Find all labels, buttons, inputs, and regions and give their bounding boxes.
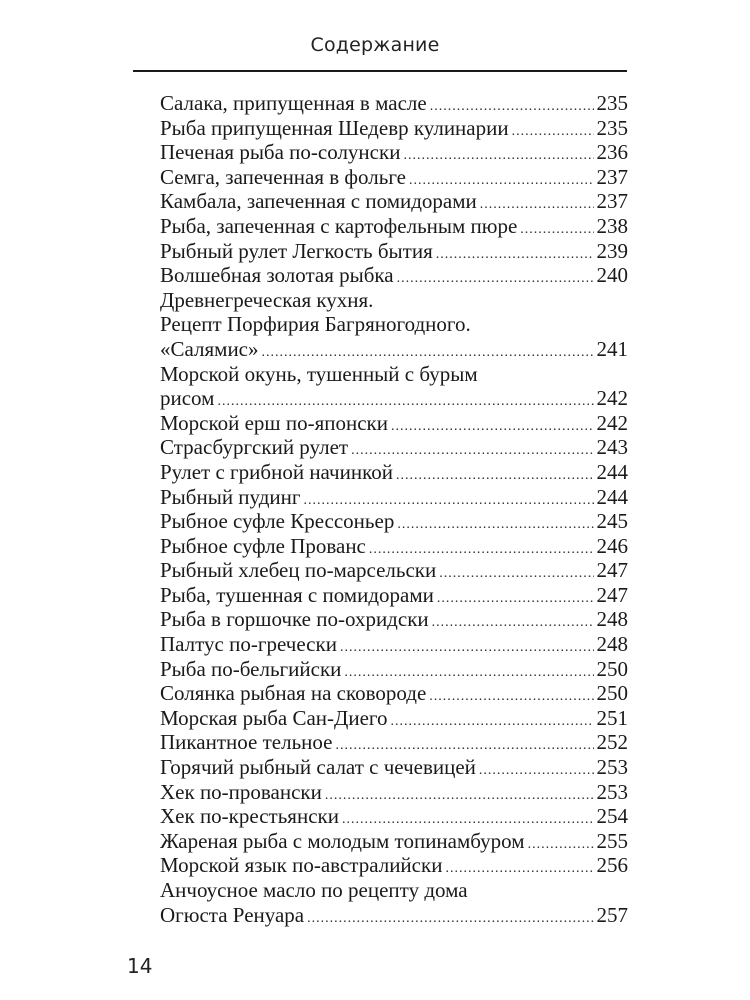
- toc-entry-page: 251: [596, 705, 628, 730]
- toc-entry-page: 242: [596, 386, 628, 411]
- dot-leader: [520, 218, 593, 243]
- toc-entry-title: Рыбное суфле Прованс: [160, 533, 366, 558]
- toc-entry-title: Огюста Ренуара: [160, 902, 305, 927]
- toc-entry-title: Жареная рыба с молодым топинамбуром: [160, 828, 525, 853]
- toc-entry-title: Рыбный хлебец по-марсельски: [160, 558, 437, 583]
- dot-leader: [403, 144, 593, 169]
- toc-entry: [160, 804, 628, 829]
- toc-entry-title: Камбала, запеченная с помидорами: [160, 189, 477, 214]
- toc-entry-page: 235: [596, 91, 628, 115]
- toc-entry-page: 253: [596, 779, 628, 804]
- dot-leader: [429, 685, 593, 710]
- toc-entry-page: 236: [596, 140, 628, 165]
- toc-entry-page: 235: [596, 115, 628, 140]
- toc-entry-title: Палтус по-гречески: [160, 632, 337, 657]
- toc-entry: [160, 263, 628, 288]
- toc-entry-title: «Салямис»: [160, 336, 259, 361]
- toc-entry: [160, 681, 628, 706]
- table-of-contents: [160, 91, 628, 927]
- toc-entry: [160, 853, 628, 878]
- toc-entry-title: Рыба по-бельгийски: [160, 656, 342, 681]
- toc-entry: [160, 140, 628, 165]
- toc-entry-page: 242: [596, 410, 628, 435]
- toc-entry: [160, 755, 628, 780]
- toc-entry-title: Анчоусное масло по рецепту дома: [160, 878, 468, 902]
- toc-entry-title: Древнегреческая кухня.: [160, 287, 374, 312]
- dot-leader: [432, 611, 594, 636]
- toc-entry: [160, 485, 628, 510]
- toc-entry-title: Морская рыба Сан-Диего: [160, 705, 388, 730]
- dot-leader: [307, 907, 593, 932]
- toc-entry-page: 237: [596, 164, 628, 189]
- toc-entry-title: Рыба, запеченная с картофельным пюре: [160, 213, 518, 238]
- dot-leader: [512, 120, 594, 145]
- dot-leader: [340, 636, 594, 661]
- toc-entry-page: 250: [596, 656, 628, 681]
- toc-entry-page: 244: [596, 484, 628, 509]
- toc-entry-page: 257: [596, 902, 628, 927]
- dot-leader: [325, 784, 594, 809]
- toc-entry-page: 245: [596, 509, 628, 534]
- toc-entry-page: 238: [596, 213, 628, 238]
- toc-entry: [160, 116, 628, 141]
- toc-entry-page: 247: [596, 582, 628, 607]
- toc-entry-page: 254: [596, 804, 628, 829]
- toc-entry-page: 250: [596, 681, 628, 706]
- toc-entry-title: Морской окунь, тушенный с бурым: [160, 361, 478, 386]
- toc-entry-title: Рыба припущенная Шедевр кулинарии: [160, 115, 509, 140]
- toc-entry-title: Хек по-провански: [160, 779, 322, 804]
- page-number: 14: [127, 954, 153, 978]
- toc-entry-title: Семга, запеченная в фольге: [160, 164, 406, 189]
- dot-leader: [397, 513, 593, 538]
- toc-entry: [160, 337, 628, 362]
- toc-entry: [160, 312, 628, 337]
- toc-entry: [160, 386, 628, 411]
- toc-entry-title: Печеная рыба по-солунски: [160, 140, 401, 165]
- toc-entry: [160, 657, 628, 682]
- toc-entry-title: Хек по-крестьянски: [160, 804, 339, 829]
- toc-entry-title: Рыба в горшочке по-охридски: [160, 607, 429, 632]
- toc-entry-page: 247: [596, 558, 628, 583]
- toc-entry-page: 237: [596, 189, 628, 214]
- toc-entry: [160, 239, 628, 264]
- toc-entry: [160, 632, 628, 657]
- toc-entry-page: 255: [596, 828, 628, 853]
- toc-entry-title: Рецепт Порфирия Багряногодного.: [160, 312, 471, 337]
- toc-entry-title: Рулет с грибной начинкой: [160, 459, 393, 484]
- toc-entry-page: 243: [596, 435, 628, 460]
- toc-entry: [160, 829, 628, 854]
- toc-entry-title: Горячий рыбный салат с чечевицей: [160, 755, 476, 780]
- toc-entry-page: 248: [596, 632, 628, 657]
- toc-entry-title: Солянка рыбная на сковороде: [160, 681, 427, 706]
- toc-entry-title: Пикантное тельное: [160, 730, 333, 755]
- toc-entry: [160, 509, 628, 534]
- dot-leader: [391, 415, 594, 440]
- toc-entry-page: 253: [596, 755, 628, 780]
- toc-entry-page: 244: [596, 459, 628, 484]
- dot-leader: [479, 759, 594, 784]
- dot-leader: [436, 243, 594, 268]
- toc-entry: [160, 534, 628, 559]
- toc-entry: [160, 189, 628, 214]
- toc-entry-title: Страсбургский рулет: [160, 435, 349, 460]
- toc-entry: [160, 730, 628, 755]
- toc-entry-title: Рыбное суфле Крессоньер: [160, 509, 395, 534]
- header-rule: [133, 70, 627, 72]
- toc-entry-title: Волшебная золотая рыбка: [160, 263, 394, 288]
- toc-entry-page: 239: [596, 238, 628, 263]
- dot-leader: [390, 710, 593, 735]
- toc-entry-page: 248: [596, 607, 628, 632]
- dot-leader: [396, 464, 594, 489]
- dot-leader: [439, 562, 593, 587]
- toc-entry-title: Рыбный пудинг: [160, 484, 301, 509]
- toc-entry: [160, 558, 628, 583]
- toc-entry-page: 246: [596, 533, 628, 558]
- toc-entry: [160, 583, 628, 608]
- toc-entry-title: Морской ерш по-японски: [160, 410, 388, 435]
- toc-entry: [160, 435, 628, 460]
- dot-leader: [397, 267, 594, 292]
- toc-entry: [160, 411, 628, 436]
- toc-entry-page: 241: [596, 336, 628, 361]
- dot-leader: [528, 833, 594, 858]
- toc-entry: [160, 214, 628, 239]
- toc-entry: [160, 165, 628, 190]
- toc-entry: [160, 91, 628, 116]
- toc-entry-page: 252: [596, 730, 628, 755]
- toc-entry-title: Салака, припущенная в масле: [160, 91, 427, 115]
- toc-entry-title: Морской язык по-австралийски: [160, 853, 443, 878]
- toc-entry-title: рисом: [160, 386, 215, 411]
- toc-entry-page: 240: [596, 263, 628, 288]
- toc-entry-title: Рыбный рулет Легкость бытия: [160, 238, 433, 263]
- running-header: Содержание: [310, 34, 440, 56]
- toc-entry: [160, 780, 628, 805]
- toc-entry: [160, 706, 628, 731]
- toc-entry-page: 256: [596, 853, 628, 878]
- toc-entry-title: Рыба, тушенная с помидорами: [160, 582, 434, 607]
- dot-leader: [437, 587, 594, 612]
- toc-entry: [160, 903, 628, 928]
- toc-entry: [160, 607, 628, 632]
